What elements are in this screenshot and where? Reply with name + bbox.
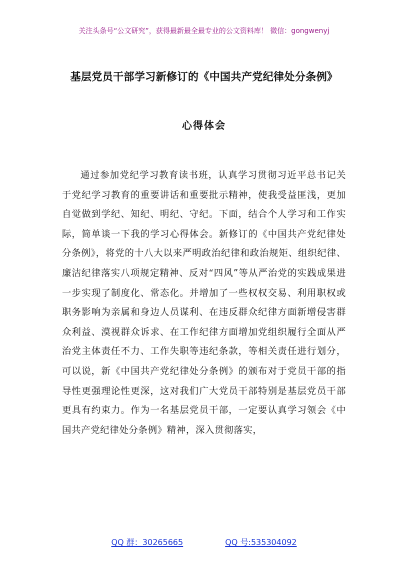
qq-number-link[interactable]: QQ 号:535304092 bbox=[225, 538, 297, 547]
body-paragraph: 通过参加党纪学习教育读书班，认真学习贯彻习近平总书记关于党纪学习教育的重要讲话和重要批示精神，使我受益匪浅，更加自觉做到学纪、知纪、明纪、守纪。下面，结合个人学习和工作实际，简单谈一下我的学习心得体会。新修订的《中国共产党纪律处分条例》，将党的十八大以来严明政治纪律和政治规矩、组织纪律、廉洁纪律落实八项规定精神、反对“四风”等从严治党的实践成果进一步实现了制度化、常态化。并增加了一些权权交易、利用职权或职务影响为亲属和身边人员谋利、在违反群众纪律方面新增侵害群众利益、漠视群众诉求、在工作纪律方面增加党组织履行全面从严治党主体责任不力、工作失职等违纪条款，等相关责任进行划分，可以说，新《中国共产党纪律处分条例》的颁布对于党员干部的指导性更强理论性更深，这对我们广大党员干部特别是基层党员干部更具有约束力。作为一名基层党员干部，一定要认真学习领会《中国共产党纪律处分条例》精神，深入贯彻落实， bbox=[62, 170, 346, 436]
document-subtitle: 心得体会 bbox=[182, 121, 226, 132]
footer-contacts bbox=[0, 538, 408, 548]
document-title: 基层党员干部学习新修订的《中国共产党纪律处分条例》 bbox=[70, 71, 338, 83]
qq-group-link[interactable]: QQ 群：30265665 bbox=[111, 538, 184, 547]
promo-banner[interactable]: 关注头条号“公文研究”，获得最新最全最专业的公文资料库！ 微信：gongwenyj bbox=[78, 27, 330, 35]
